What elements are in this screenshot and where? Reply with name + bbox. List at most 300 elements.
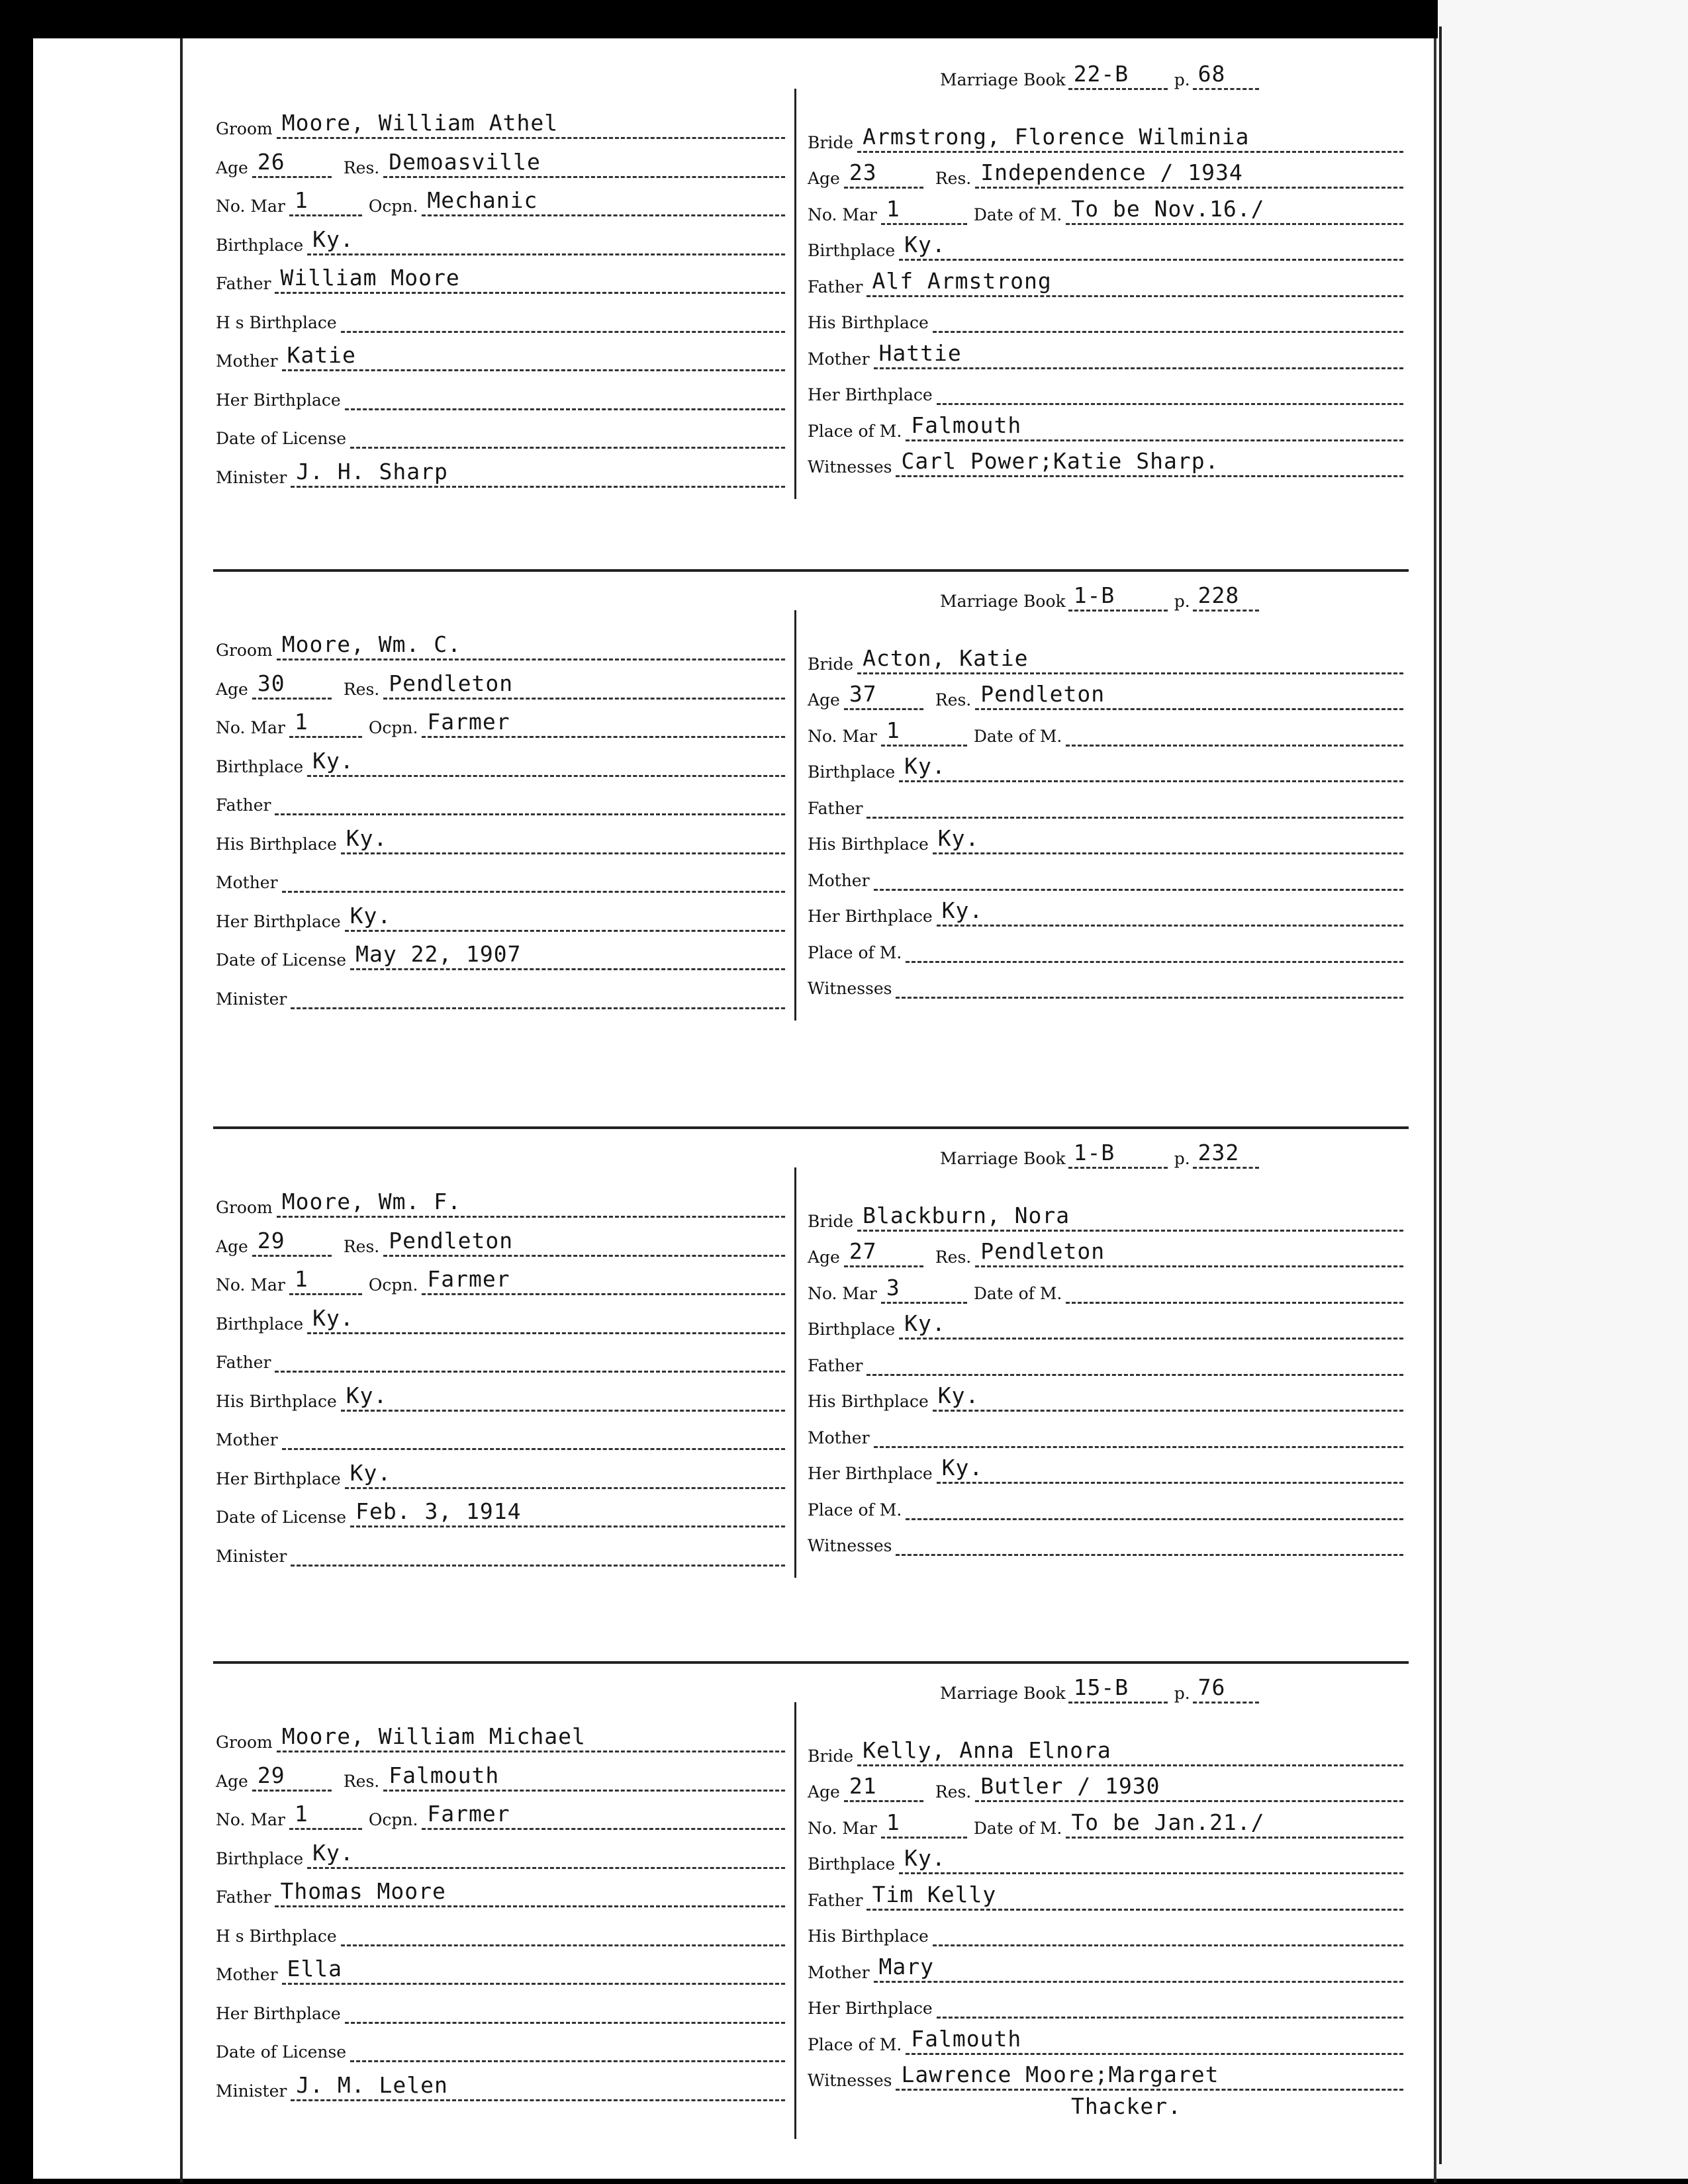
- groom-father-row: [216, 262, 785, 294]
- bride-age-value: 37: [849, 681, 877, 707]
- groom-father-row: [216, 1876, 785, 1907]
- page-value: 232: [1197, 1140, 1240, 1165]
- groom-mother-field: [282, 341, 785, 371]
- place-of-m-label: Place of M.: [808, 1500, 902, 1520]
- groom-date-of-license-row: [216, 1496, 785, 1527]
- groom-her-birthplace-value: Ky.: [350, 1459, 392, 1486]
- his-birthplace-label: H s Birthplace: [216, 312, 337, 332]
- no-mar-label: No. Mar: [808, 1283, 877, 1303]
- bride-label: Bride: [808, 654, 854, 674]
- groom-no-mar-value: 1: [294, 1266, 308, 1292]
- bride-nomar-date-row: [808, 193, 1403, 225]
- groom-date-of-license-field: [350, 2032, 785, 2062]
- bride-her-birthplace-field: [937, 897, 1403, 927]
- bride-his-birthplace-field: [933, 1382, 1403, 1412]
- witnesses-label: Witnesses: [808, 2071, 892, 2090]
- groom-res-value: Pendleton: [389, 670, 514, 696]
- bride-place-of-m-row: [808, 410, 1403, 441]
- groom-his-birthplace-row: [216, 1915, 785, 1946]
- bride-name-field: [857, 1737, 1403, 1766]
- bride-age-res-row: [808, 678, 1403, 710]
- groom-res-value: Demoasville: [389, 148, 541, 175]
- groom-no-mar-field: [289, 187, 362, 216]
- bride-father-field: [867, 1346, 1403, 1376]
- groom-res-value: Falmouth: [389, 1762, 500, 1788]
- no-mar-label: No. Mar: [808, 205, 877, 224]
- bride-res-field: [975, 1772, 1403, 1802]
- age-label: Age: [216, 1236, 248, 1256]
- bride-row: [808, 121, 1403, 153]
- groom-ocpn-value: Farmer: [427, 1266, 510, 1292]
- page-value: 76: [1197, 1674, 1226, 1700]
- birthplace-label: Birthplace: [216, 1314, 304, 1334]
- bride-birthplace-row: [808, 751, 1403, 782]
- groom-name-value: Moore, Wm. F.: [281, 1189, 462, 1214]
- no-mar-label: No. Mar: [216, 718, 285, 737]
- column-divider: [794, 610, 796, 1021]
- bride-place-of-m-value: Falmouth: [911, 2025, 1022, 2052]
- date-of-m-label: Date of M.: [973, 1283, 1062, 1303]
- scan-border-top: [0, 0, 1688, 38]
- bride-birthplace-row: [808, 1308, 1403, 1340]
- father-label: Father: [808, 1355, 863, 1375]
- mother-label: Mother: [216, 873, 278, 892]
- groom-her-birthplace-row: [216, 900, 785, 932]
- her-birthplace-label: Her Birthplace: [216, 390, 341, 410]
- column-divider: [794, 89, 796, 499]
- groom-ocpn-field: [422, 1800, 785, 1830]
- bride-name-field: [857, 123, 1403, 153]
- bride-witnesses-value: Carl Power;Katie Sharp.: [901, 448, 1219, 474]
- groom-father-field: [275, 786, 785, 815]
- birthplace-label: Birthplace: [216, 1848, 304, 1868]
- marriage-book-row: [940, 1672, 1259, 1704]
- marriage-record: [0, 569, 1403, 1059]
- scan-margin-right: [1438, 0, 1688, 2184]
- bride-age-value: 21: [849, 1773, 877, 1799]
- bride-her-birthplace-row: [808, 895, 1403, 927]
- page-value: 68: [1197, 61, 1226, 87]
- his-birthplace-label: His Birthplace: [216, 1391, 337, 1411]
- groom-label: Groom: [216, 1198, 273, 1217]
- age-label: Age: [808, 169, 840, 188]
- bride-witnesses-value: Lawrence Moore;Margaret: [901, 2062, 1219, 2087]
- groom-her-birthplace-row: [216, 1992, 785, 2024]
- groom-birthplace-field: [307, 226, 785, 255]
- her-birthplace-label: Her Birthplace: [216, 911, 341, 931]
- date-of-license-label: Date of License: [216, 429, 347, 448]
- page-value: 228: [1197, 582, 1240, 608]
- bride-row: [808, 1735, 1403, 1766]
- groom-her-birthplace-field: [345, 1994, 785, 2024]
- marriage-book-field: [1068, 1139, 1168, 1169]
- place-of-m-label: Place of M.: [808, 2034, 902, 2054]
- mother-label: Mother: [216, 1430, 278, 1449]
- no-mar-label: No. Mar: [216, 1810, 285, 1829]
- groom-mother-row: [216, 1418, 785, 1450]
- bride-birthplace-field: [899, 1310, 1403, 1340]
- bride-witnesses-field: [896, 447, 1403, 477]
- groom-no-mar-field: [289, 1800, 362, 1830]
- bride-birthplace-field: [899, 1844, 1403, 1874]
- bride-place-of-m-field: [906, 933, 1403, 963]
- witnesses-label: Witnesses: [808, 457, 892, 477]
- father-label: Father: [216, 1353, 271, 1372]
- father-label: Father: [808, 798, 863, 818]
- bride-age-res-row: [808, 1236, 1403, 1267]
- page-field: [1193, 60, 1259, 90]
- date-of-license-label: Date of License: [216, 950, 347, 970]
- marriage-book-row: [940, 58, 1259, 90]
- his-birthplace-label: His Birthplace: [808, 1927, 929, 1946]
- bride-mother-row: [808, 859, 1403, 891]
- groom-father-row: [216, 784, 785, 815]
- bride-age-field: [844, 1238, 923, 1267]
- bride-name-field: [857, 1202, 1403, 1232]
- groom-his-birthplace-row: [216, 823, 785, 854]
- bride-her-birthplace-value: Ky.: [941, 1455, 984, 1480]
- bride-witnesses-continuation: Thacker.: [1071, 2093, 1182, 2119]
- page-edge-right: [1434, 38, 1436, 2183]
- bride-place-of-m-field: [906, 2025, 1403, 2055]
- bride-her-birthplace-field: [937, 375, 1403, 405]
- minister-label: Minister: [216, 1546, 287, 1566]
- groom-birthplace-field: [307, 747, 785, 777]
- res-label: Res.: [343, 679, 380, 699]
- place-of-m-label: Place of M.: [808, 942, 902, 962]
- bride-his-birthplace-row: [808, 301, 1403, 333]
- column-divider: [794, 1702, 796, 2139]
- groom-ocpn-field: [422, 187, 785, 216]
- bride-her-birthplace-row: [808, 373, 1403, 405]
- bride-mother-field: [874, 861, 1403, 891]
- groom-minister-row: [216, 456, 785, 488]
- bride-witnesses-field: [896, 1526, 1403, 1556]
- bride-date-of-m-field: [1066, 1809, 1403, 1839]
- bride-his-birthplace-row: [808, 823, 1403, 854]
- groom-father-field: [275, 1878, 785, 1907]
- groom-his-birthplace-value: Ky.: [346, 825, 388, 851]
- groom-label: Groom: [216, 119, 273, 138]
- groom-res-field: [383, 670, 785, 700]
- ocpn-label: Ocpn.: [368, 718, 418, 737]
- groom-label: Groom: [216, 641, 273, 660]
- groom-mother-row: [216, 340, 785, 371]
- groom-age-value: 29: [257, 1227, 285, 1253]
- bride-name-value: Acton, Katie: [863, 645, 1029, 671]
- mother-label: Mother: [808, 1962, 870, 1982]
- bride-birthplace-value: Ky.: [904, 1310, 946, 1336]
- bride-label: Bride: [808, 132, 854, 152]
- bride-his-birthplace-value: Ky.: [937, 1383, 980, 1408]
- groom-row: [216, 629, 785, 660]
- groom-name-value: Moore, Wm. C.: [281, 631, 462, 657]
- bride-date-of-m-value: To be Nov.16./: [1071, 195, 1265, 222]
- bride-father-value: Alf Armstrong: [872, 267, 1052, 294]
- bride-mother-field: [874, 1953, 1403, 1983]
- groom-minister-row: [216, 2070, 785, 2101]
- marriage-record: [0, 48, 1403, 537]
- ocpn-label: Ocpn.: [368, 1810, 418, 1829]
- bride-father-row: [808, 787, 1403, 819]
- bride-nomar-date-row: [808, 1807, 1403, 1839]
- marriage-book-value: 1-B: [1073, 582, 1115, 608]
- groom-row: [216, 1721, 785, 1752]
- witnesses-label: Witnesses: [808, 979, 892, 998]
- page-label: p.: [1174, 1684, 1190, 1703]
- groom-his-birthplace-field: [341, 825, 785, 854]
- groom-no-mar-field: [289, 708, 362, 738]
- marriage-book-label: Marriage Book: [940, 1149, 1066, 1168]
- groom-birthplace-field: [307, 1839, 785, 1869]
- res-label: Res.: [935, 1782, 972, 1801]
- groom-age-value: 30: [257, 670, 285, 696]
- father-label: Father: [808, 277, 863, 296]
- marriage-book-row: [940, 1137, 1259, 1169]
- bride-no-mar-field: [881, 1274, 967, 1304]
- father-label: Father: [216, 274, 271, 293]
- no-mar-label: No. Mar: [216, 1275, 285, 1295]
- groom-nomar-ocpn-row: [216, 706, 785, 738]
- bride-nomar-date-row: [808, 715, 1403, 747]
- birthplace-label: Birthplace: [216, 756, 304, 776]
- bride-no-mar-value: 1: [886, 1809, 900, 1835]
- bride-her-birthplace-row: [808, 1452, 1403, 1484]
- groom-her-birthplace-field: [345, 381, 785, 410]
- bride-date-of-m-field: [1066, 717, 1403, 747]
- bride-res-value: Pendleton: [980, 1238, 1105, 1264]
- bride-age-res-row: [808, 157, 1403, 189]
- groom-birthplace-value: Ky.: [312, 747, 354, 774]
- groom-mother-field: [282, 1955, 785, 1985]
- bride-name-value: Kelly, Anna Elnora: [863, 1737, 1111, 1763]
- groom-birthplace-row: [216, 745, 785, 777]
- groom-his-birthplace-row: [216, 1380, 785, 1412]
- bride-res-field: [975, 1238, 1403, 1267]
- res-label: Res.: [935, 690, 972, 709]
- her-birthplace-label: Her Birthplace: [808, 385, 933, 404]
- groom-his-birthplace-value: Ky.: [346, 1382, 388, 1408]
- groom-date-of-license-field: [350, 419, 785, 449]
- no-mar-label: No. Mar: [808, 726, 877, 746]
- record-separator: [213, 1126, 1409, 1129]
- groom-his-birthplace-field: [341, 303, 785, 333]
- mother-label: Mother: [808, 1428, 870, 1447]
- bride-name-value: Armstrong, Florence Wilminia: [863, 123, 1250, 150]
- ocpn-label: Ocpn.: [368, 197, 418, 216]
- groom-date-of-license-field: [350, 940, 785, 970]
- bride-witnesses-row: [808, 2059, 1403, 2091]
- date-of-license-label: Date of License: [216, 2042, 347, 2062]
- bride-her-birthplace-row: [808, 1987, 1403, 2019]
- page-label: p.: [1174, 1149, 1190, 1168]
- bride-name-field: [857, 645, 1403, 674]
- groom-minister-field: [291, 1537, 785, 1567]
- bride-label: Bride: [808, 1746, 854, 1766]
- groom-res-value: Pendleton: [389, 1227, 514, 1253]
- record-separator: [213, 1661, 1409, 1664]
- ocpn-label: Ocpn.: [368, 1275, 418, 1295]
- column-divider: [794, 1167, 796, 1578]
- date-of-m-label: Date of M.: [973, 1818, 1062, 1838]
- groom-her-birthplace-row: [216, 379, 785, 410]
- groom-name-field: [277, 109, 785, 139]
- bride-no-mar-value: 1: [886, 717, 900, 743]
- groom-mother-field: [282, 1420, 785, 1450]
- page-field: [1193, 582, 1259, 612]
- minister-label: Minister: [216, 2081, 287, 2101]
- bride-row: [808, 1200, 1403, 1232]
- res-label: Res.: [935, 169, 972, 188]
- groom-nomar-ocpn-row: [216, 185, 785, 216]
- bride-name-value: Blackburn, Nora: [863, 1202, 1070, 1228]
- his-birthplace-label: His Birthplace: [808, 1392, 929, 1411]
- groom-father-field: [275, 1343, 785, 1373]
- groom-no-mar-value: 1: [294, 709, 308, 735]
- groom-name-value: Moore, William Michael: [281, 1723, 586, 1749]
- groom-her-birthplace-value: Ky.: [350, 902, 392, 929]
- bride-his-birthplace-row: [808, 1915, 1403, 1946]
- groom-his-birthplace-field: [341, 1382, 785, 1412]
- groom-birthplace-row: [216, 224, 785, 255]
- groom-minister-field: [291, 458, 785, 488]
- bride-nomar-date-row: [808, 1272, 1403, 1304]
- bride-res-field: [975, 680, 1403, 710]
- groom-father-value: William Moore: [280, 265, 460, 291]
- bride-birthplace-value: Ky.: [904, 753, 946, 779]
- groom-age-res-row: [216, 668, 785, 700]
- bride-witnesses-field: [896, 2061, 1403, 2091]
- bride-date-of-m-field: [1066, 195, 1403, 225]
- her-birthplace-label: Her Birthplace: [808, 907, 933, 926]
- groom-mother-row: [216, 861, 785, 893]
- bride-witnesses-row: [808, 967, 1403, 999]
- marriage-book-label: Marriage Book: [940, 1684, 1066, 1703]
- bride-birthplace-row: [808, 229, 1403, 261]
- groom-minister-value: J. M. Lelen: [296, 2071, 448, 2098]
- groom-date-of-license-value: Feb. 3, 1914: [355, 1498, 522, 1524]
- bride-age-res-row: [808, 1770, 1403, 1802]
- res-label: Res.: [343, 158, 380, 177]
- bride-father-row: [808, 265, 1403, 297]
- bride-mother-field: [874, 1418, 1403, 1448]
- groom-ocpn-value: Mechanic: [427, 187, 538, 213]
- groom-father-row: [216, 1341, 785, 1373]
- bride-res-value: Independence / 1934: [980, 159, 1243, 185]
- groom-minister-value: J. H. Sharp: [296, 458, 448, 484]
- groom-age-res-row: [216, 146, 785, 178]
- bride-birthplace-value: Ky.: [904, 232, 946, 257]
- res-label: Res.: [343, 1236, 380, 1256]
- age-label: Age: [808, 1248, 840, 1267]
- bride-place-of-m-row: [808, 1488, 1403, 1520]
- marriage-book-field: [1068, 1674, 1168, 1704]
- his-birthplace-label: His Birthplace: [808, 313, 929, 332]
- witnesses-label: Witnesses: [808, 1536, 892, 1555]
- groom-ocpn-field: [422, 708, 785, 738]
- marriage-book-label: Marriage Book: [940, 592, 1066, 611]
- groom-minister-row: [216, 1535, 785, 1567]
- groom-date-of-license-field: [350, 1498, 785, 1527]
- bride-mother-value: Hattie: [878, 340, 962, 366]
- groom-date-of-license-row: [216, 938, 785, 970]
- bride-father-field: [867, 789, 1403, 819]
- his-birthplace-label: His Birthplace: [216, 834, 337, 854]
- marriage-record: [0, 1661, 1403, 2151]
- bride-father-row: [808, 1879, 1403, 1911]
- groom-birthplace-row: [216, 1302, 785, 1334]
- bride-witnesses-row: [808, 1524, 1403, 1556]
- groom-name-field: [277, 1723, 785, 1752]
- date-of-m-label: Date of M.: [973, 726, 1062, 746]
- groom-date-of-license-row: [216, 2030, 785, 2062]
- bride-place-of-m-row: [808, 2023, 1403, 2055]
- bride-date-of-m-value: To be Jan.21./: [1071, 1809, 1265, 1835]
- groom-birthplace-field: [307, 1304, 785, 1334]
- bride-his-birthplace-field: [933, 825, 1403, 854]
- bride-place-of-m-field: [906, 412, 1403, 441]
- groom-mother-row: [216, 1953, 785, 1985]
- groom-name-field: [277, 1188, 785, 1218]
- age-label: Age: [216, 679, 248, 699]
- bride-age-value: 23: [849, 159, 877, 185]
- bride-birthplace-field: [899, 752, 1403, 782]
- page-label: p.: [1174, 70, 1190, 89]
- groom-age-res-row: [216, 1760, 785, 1792]
- bride-father-value: Tim Kelly: [872, 1881, 997, 1907]
- bride-res-field: [975, 159, 1403, 189]
- bride-no-mar-field: [881, 195, 967, 225]
- age-label: Age: [808, 690, 840, 709]
- marriage-book-value: 1-B: [1073, 1140, 1115, 1165]
- groom-nomar-ocpn-row: [216, 1263, 785, 1295]
- groom-res-field: [383, 148, 785, 178]
- page-label: p.: [1174, 592, 1190, 611]
- groom-age-value: 26: [257, 148, 285, 175]
- groom-name-field: [277, 631, 785, 660]
- groom-her-birthplace-field: [345, 902, 785, 932]
- bride-mother-value: Mary: [878, 1953, 935, 1979]
- groom-father-value: Thomas Moore: [280, 1878, 446, 1904]
- bride-age-value: 27: [849, 1238, 877, 1264]
- groom-minister-field: [291, 2071, 785, 2101]
- bride-mother-field: [874, 340, 1403, 369]
- groom-birthplace-value: Ky.: [312, 1304, 354, 1331]
- groom-age-value: 29: [257, 1762, 285, 1788]
- groom-date-of-license-value: May 22, 1907: [355, 941, 522, 967]
- mother-label: Mother: [808, 870, 870, 890]
- groom-his-birthplace-field: [341, 1917, 785, 1946]
- age-label: Age: [216, 1771, 248, 1791]
- his-birthplace-label: H s Birthplace: [216, 1926, 337, 1946]
- res-label: Res.: [935, 1248, 972, 1267]
- father-label: Father: [808, 1890, 863, 1910]
- groom-res-field: [383, 1762, 785, 1792]
- groom-row: [216, 1186, 785, 1218]
- marriage-book-row: [940, 580, 1259, 612]
- marriage-book-value: 15-B: [1073, 1674, 1129, 1700]
- groom-age-field: [252, 148, 332, 178]
- no-mar-label: No. Mar: [216, 197, 285, 216]
- bride-age-field: [844, 159, 923, 189]
- bride-place-of-m-field: [906, 1490, 1403, 1520]
- bride-no-mar-value: 3: [886, 1274, 900, 1300]
- her-birthplace-label: Her Birthplace: [808, 1999, 933, 2018]
- bride-date-of-m-field: [1066, 1274, 1403, 1304]
- groom-nomar-ocpn-row: [216, 1798, 785, 1830]
- birthplace-label: Birthplace: [808, 762, 896, 782]
- bride-mother-row: [808, 338, 1403, 369]
